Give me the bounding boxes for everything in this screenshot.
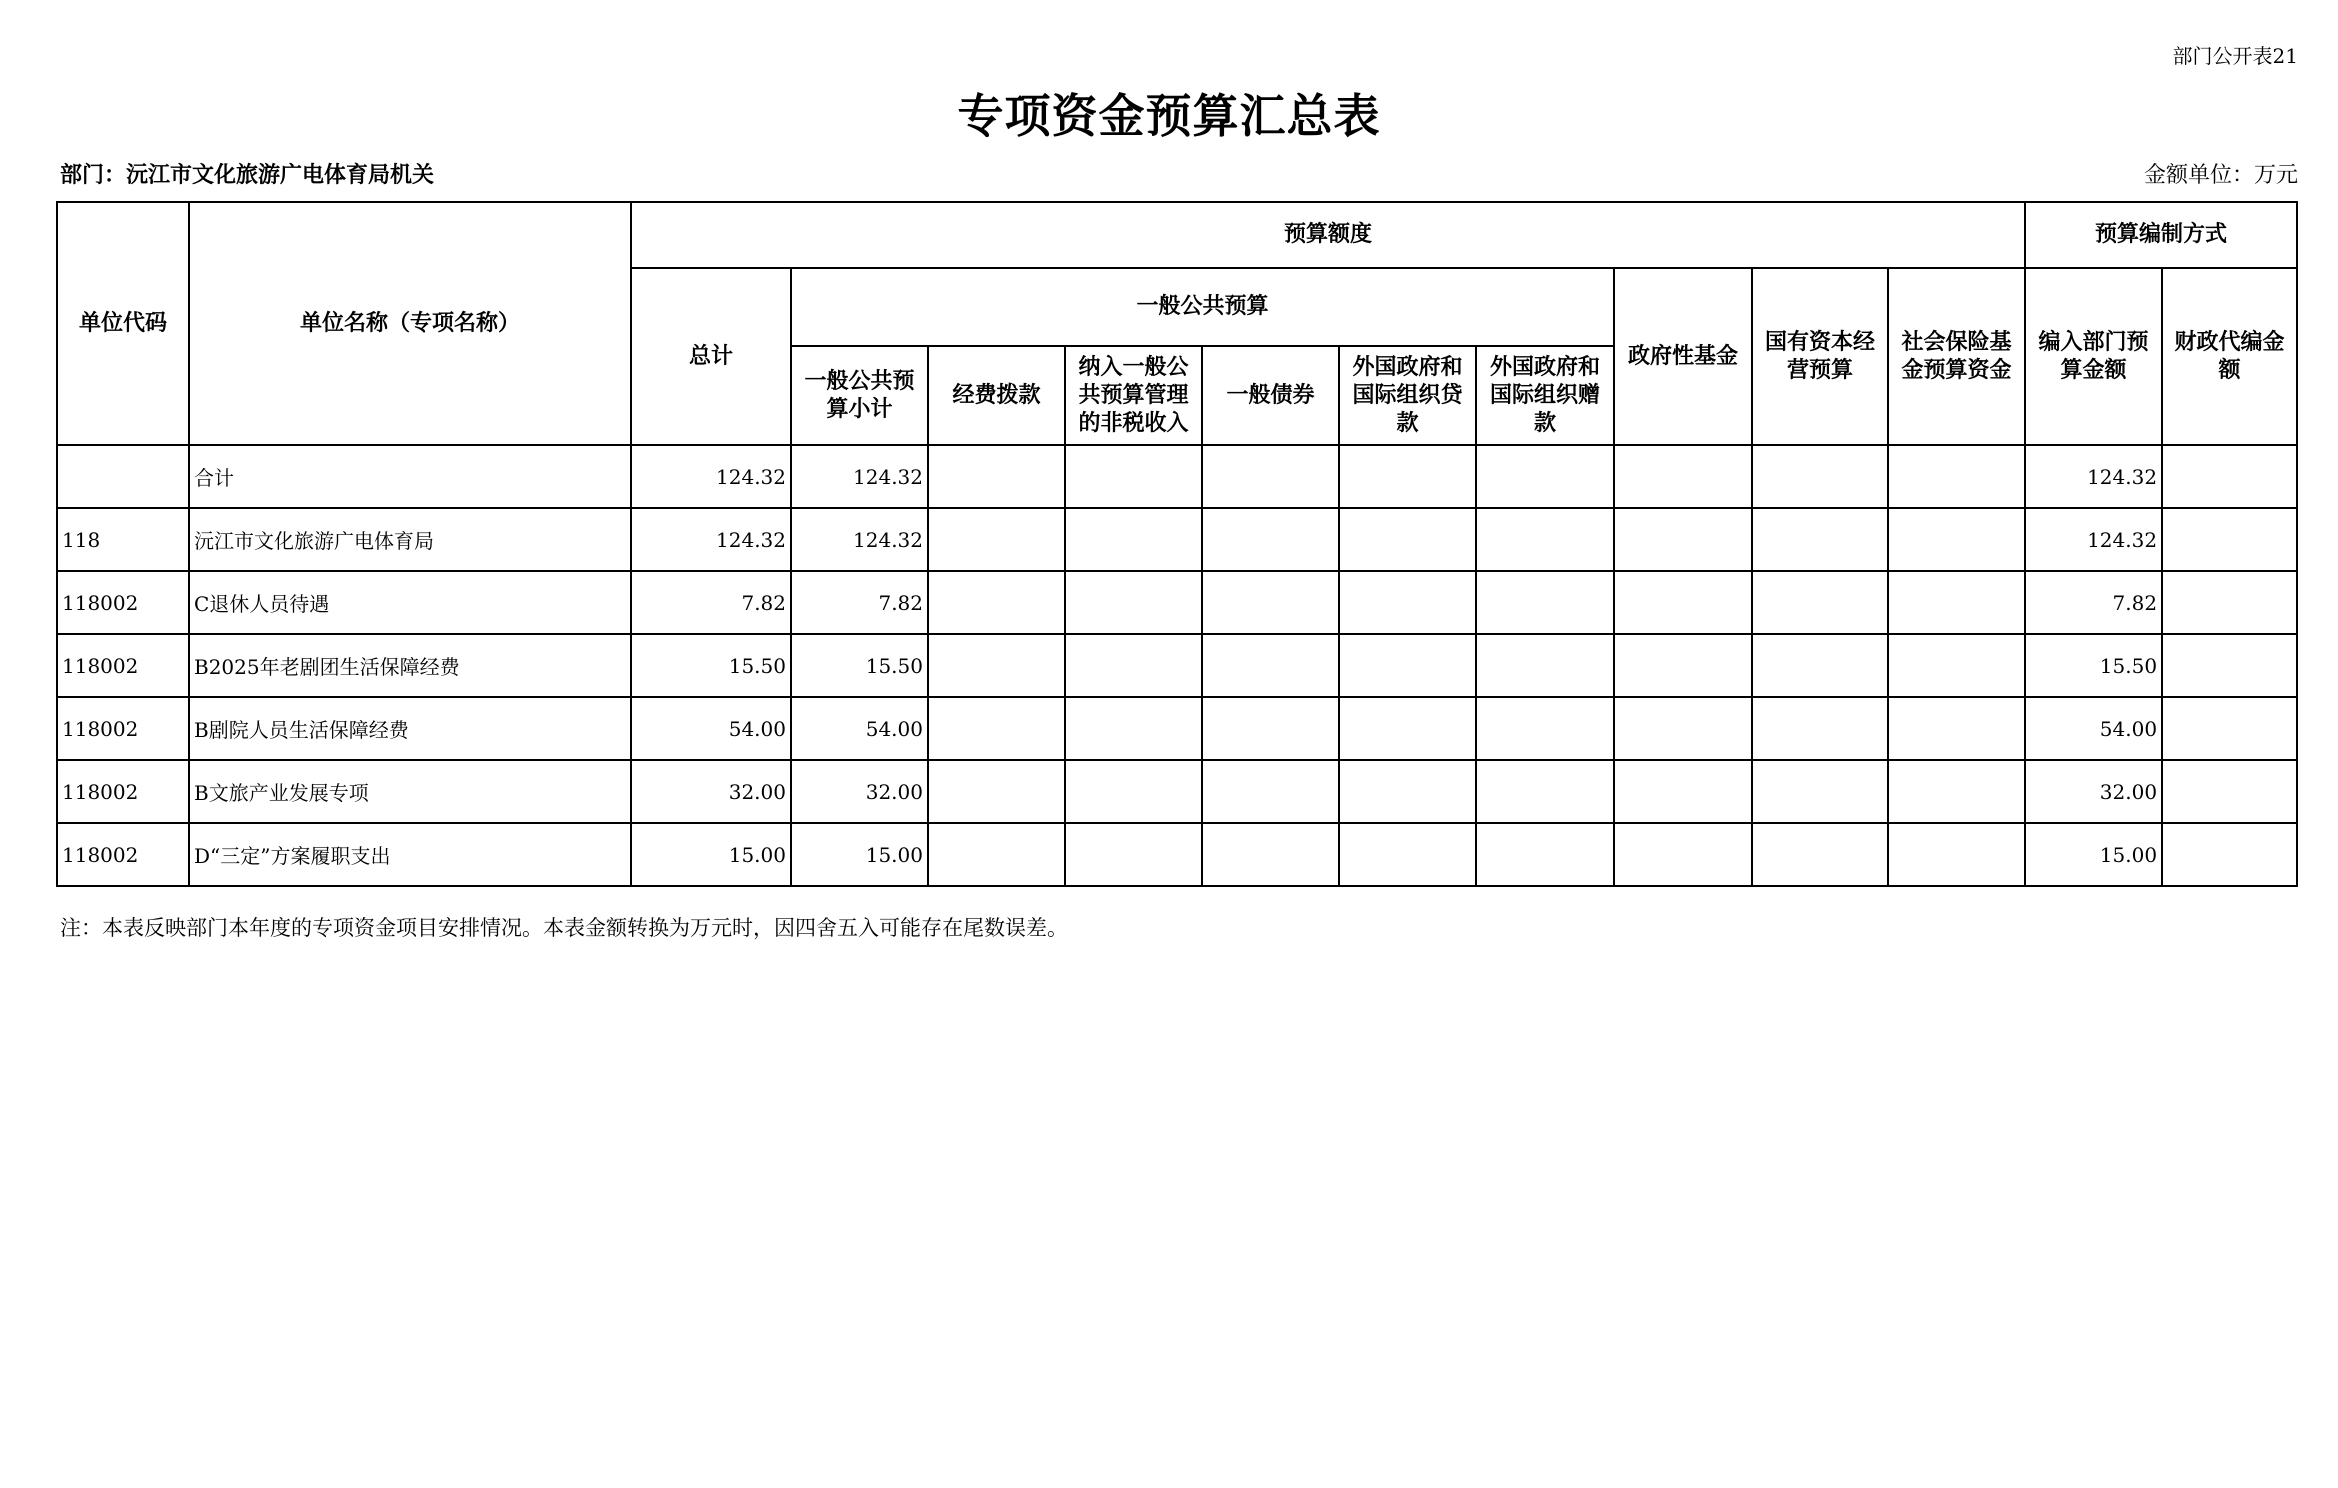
- cell-empty: [928, 634, 1065, 697]
- cell-empty: [928, 508, 1065, 571]
- header-gpb-subtotal: 一般公共预算小计: [791, 346, 928, 445]
- cell-empty: [2162, 697, 2297, 760]
- cell-empty: [1339, 634, 1476, 697]
- cell-empty: [1339, 571, 1476, 634]
- cell-empty: [1614, 571, 1752, 634]
- cell-empty: [1614, 445, 1752, 508]
- unit-label: 金额单位：万元: [2143, 163, 2298, 188]
- cell-dept-amount: 32.00: [2025, 760, 2162, 823]
- cell-dept-amount: 124.32: [2025, 508, 2162, 571]
- cell-total: 32.00: [631, 760, 791, 823]
- cell-empty: [1065, 508, 1202, 571]
- cell-empty: [1614, 697, 1752, 760]
- header-social-insurance: 社会保险基金预算资金: [1888, 268, 2025, 445]
- cell-empty: [1888, 634, 2025, 697]
- cell-name: D“三定”方案履职支出: [189, 823, 631, 886]
- header-unit-code: 单位代码: [57, 202, 189, 445]
- cell-empty: [1476, 634, 1614, 697]
- cell-empty: [1202, 823, 1339, 886]
- cell-empty: [1752, 823, 1888, 886]
- cell-total: 124.32: [631, 508, 791, 571]
- cell-total: 15.00: [631, 823, 791, 886]
- cell-total: 15.50: [631, 634, 791, 697]
- cell-empty: [1752, 697, 1888, 760]
- table-row: [57, 697, 2297, 760]
- cell-subtotal: 32.00: [791, 760, 928, 823]
- cell-empty: [928, 445, 1065, 508]
- cell-empty: [1614, 760, 1752, 823]
- cell-empty: [1476, 823, 1614, 886]
- cell-dept-amount: 124.32: [2025, 445, 2162, 508]
- cell-empty: [1065, 445, 1202, 508]
- cell-name: B剧院人员生活保障经费: [189, 697, 631, 760]
- footnote: 注：本表反映部门本年度的专项资金项目安排情况。本表金额转换为万元时，因四舍五入可能存在尾数误差。: [60, 916, 1068, 940]
- cell-empty: [1202, 634, 1339, 697]
- cell-dept-amount: 7.82: [2025, 571, 2162, 634]
- page-tag: 部门公开表21: [2172, 44, 2298, 68]
- cell-subtotal: 124.32: [791, 508, 928, 571]
- cell-empty: [1752, 445, 1888, 508]
- cell-code: 118002: [57, 760, 189, 823]
- cell-empty: [1888, 571, 2025, 634]
- cell-name: C退休人员待遇: [189, 571, 631, 634]
- cell-empty: [1888, 697, 2025, 760]
- cell-empty: [1339, 508, 1476, 571]
- cell-subtotal: 15.50: [791, 634, 928, 697]
- cell-empty: [1065, 760, 1202, 823]
- header-gov-fund: 政府性基金: [1614, 268, 1752, 445]
- header-funding-allocation: 经费拨款: [928, 346, 1065, 445]
- cell-empty: [1476, 445, 1614, 508]
- cell-empty: [2162, 508, 2297, 571]
- header-general-debt: 一般债券: [1202, 346, 1339, 445]
- cell-name: 合计: [189, 445, 631, 508]
- table-row: [57, 508, 2297, 571]
- cell-empty: [928, 697, 1065, 760]
- cell-empty: [928, 571, 1065, 634]
- cell-empty: [2162, 571, 2297, 634]
- cell-empty: [1339, 697, 1476, 760]
- cell-empty: [1065, 823, 1202, 886]
- cell-empty: [1888, 508, 2025, 571]
- table-row: [57, 823, 2297, 886]
- page-title: 专项资金预算汇总表: [957, 89, 1381, 143]
- header-dept-budget-amount: 编入部门预算金额: [2025, 268, 2162, 445]
- cell-empty: [1614, 508, 1752, 571]
- cell-empty: [1752, 508, 1888, 571]
- cell-subtotal: 15.00: [791, 823, 928, 886]
- cell-empty: [2162, 634, 2297, 697]
- department-label: 部门：沅江市文化旅游广电体育局机关: [60, 162, 435, 188]
- cell-code: 118002: [57, 634, 189, 697]
- cell-name: B2025年老剧团生活保障经费: [189, 634, 631, 697]
- cell-dept-amount: 15.00: [2025, 823, 2162, 886]
- cell-empty: [2162, 445, 2297, 508]
- cell-empty: [1339, 445, 1476, 508]
- cell-empty: [1476, 697, 1614, 760]
- table-row: [57, 760, 2297, 823]
- cell-total: 124.32: [631, 445, 791, 508]
- cell-empty: [928, 823, 1065, 886]
- cell-empty: [1614, 634, 1752, 697]
- cell-total: 7.82: [631, 571, 791, 634]
- cell-subtotal: 124.32: [791, 445, 928, 508]
- cell-empty: [1202, 571, 1339, 634]
- cell-empty: [1752, 571, 1888, 634]
- cell-subtotal: 7.82: [791, 571, 928, 634]
- header-general-public-budget: 一般公共预算: [791, 268, 1614, 346]
- cell-empty: [1339, 760, 1476, 823]
- header-total: 总计: [631, 268, 791, 445]
- header-foreign-loan: 外国政府和国际组织贷款: [1339, 346, 1476, 445]
- cell-code: 118002: [57, 697, 189, 760]
- table-row: [57, 571, 2297, 634]
- cell-code: 118: [57, 508, 189, 571]
- cell-empty: [1614, 823, 1752, 886]
- header-foreign-grant: 外国政府和国际组织赠款: [1476, 346, 1614, 445]
- cell-code: 118002: [57, 571, 189, 634]
- table-row: [57, 634, 2297, 697]
- cell-empty: [1202, 697, 1339, 760]
- table-row-total: [57, 445, 2297, 508]
- header-fiscal-agent-amount: 财政代编金额: [2162, 268, 2297, 445]
- cell-empty: [2162, 760, 2297, 823]
- cell-name: B文旅产业发展专项: [189, 760, 631, 823]
- cell-empty: [928, 760, 1065, 823]
- cell-empty: [1339, 823, 1476, 886]
- header-non-tax-income: 纳入一般公共预算管理的非税收入: [1065, 346, 1202, 445]
- cell-empty: [1888, 760, 2025, 823]
- cell-empty: [1752, 634, 1888, 697]
- cell-empty: [1476, 571, 1614, 634]
- cell-code: 118002: [57, 823, 189, 886]
- cell-dept-amount: 54.00: [2025, 697, 2162, 760]
- cell-empty: [1065, 634, 1202, 697]
- cell-empty: [1476, 508, 1614, 571]
- cell-name: 沅江市文化旅游广电体育局: [189, 508, 631, 571]
- cell-empty: [1202, 760, 1339, 823]
- header-unit-name: 单位名称（专项名称）: [189, 202, 631, 445]
- cell-empty: [1202, 445, 1339, 508]
- cell-empty: [1476, 760, 1614, 823]
- header-budget-amount: 预算额度: [631, 202, 2025, 268]
- cell-empty: [1065, 571, 1202, 634]
- cell-code: [57, 445, 189, 508]
- cell-empty: [1752, 760, 1888, 823]
- cell-empty: [2162, 823, 2297, 886]
- cell-dept-amount: 15.50: [2025, 634, 2162, 697]
- cell-empty: [1888, 445, 2025, 508]
- cell-empty: [1888, 823, 2025, 886]
- header-budget-method: 预算编制方式: [2025, 202, 2297, 268]
- cell-subtotal: 54.00: [791, 697, 928, 760]
- budget-table: [56, 201, 2298, 887]
- cell-empty: [1065, 697, 1202, 760]
- cell-total: 54.00: [631, 697, 791, 760]
- cell-empty: [1202, 508, 1339, 571]
- header-state-capital: 国有资本经营预算: [1752, 268, 1888, 445]
